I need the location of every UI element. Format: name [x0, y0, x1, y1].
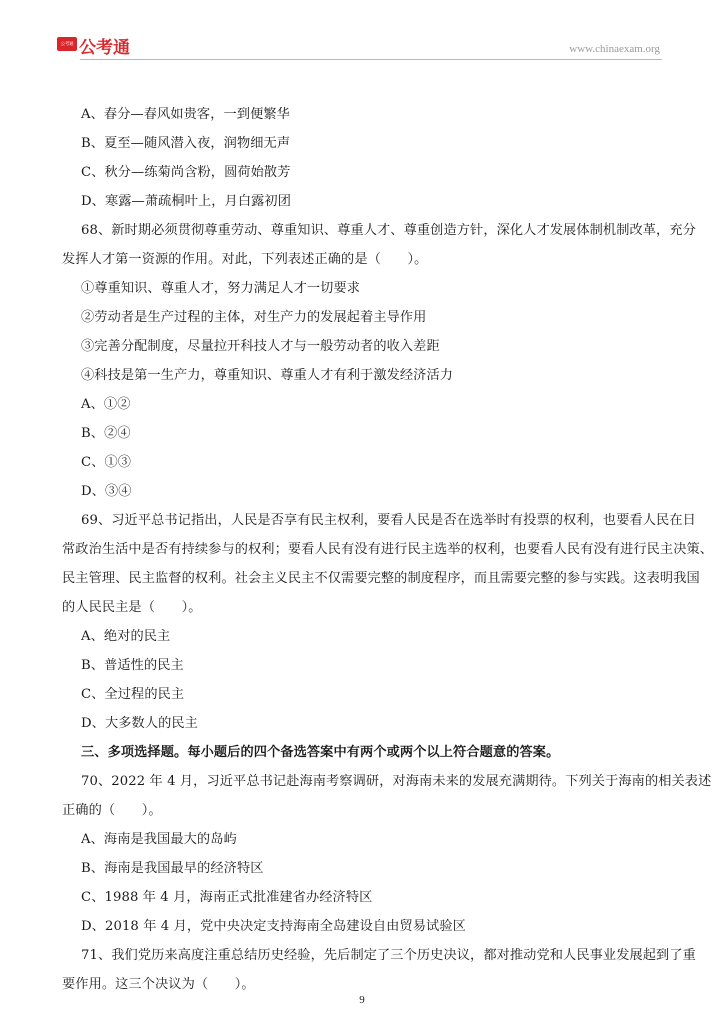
q68-statement-2: ②劳动者是生产过程的主体，对生产力的发展起着主导作用 [81, 310, 427, 325]
q68-option-b: B、②④ [81, 426, 131, 441]
logo-badge: 公考通 [57, 37, 77, 51]
q67-option-d: D、寒露—萧疏桐叶上，月白露初团 [81, 194, 291, 209]
q68-option-d: D、③④ [81, 484, 132, 499]
site-url[interactable]: www.chinaexam.org [569, 43, 660, 55]
q70-stem-line2: 正确的（ ）。 [62, 803, 162, 818]
q67-option-c: C、秋分—练菊尚含粉，圆荷始散芳 [81, 165, 291, 180]
section3-heading [81, 738, 664, 767]
q69-option-b: B、普适性的民主 [81, 658, 184, 673]
q68-statement-4: ④科技是第一生产力，尊重知识、尊重人才有利于激发经济活力 [81, 368, 454, 383]
q70-stem-line1: 70、2022 年 4 月，习近平总书记赴海南考察调研，对海南未来的发展充满期待。下列关于海南的相关表述 [81, 774, 712, 789]
q69-stem-line4: 的人民民主是（ ）。 [62, 600, 202, 615]
page-number: 9 [359, 994, 365, 1006]
logo-text: 公考通 [79, 38, 130, 58]
q68-statement-3: ③完善分配制度，尽量拉开科技人才与一般劳动者的收入差距 [81, 339, 440, 354]
q71-stem-line2: 要作用。这三个决议为（ ）。 [62, 977, 255, 992]
q69-stem-line1: 69、习近平总书记指出，人民是否享有民主权利，要看人民是否在选举时有投票的权利，也要看人民在日 [81, 513, 696, 528]
q69-option-a: A、绝对的民主 [81, 629, 171, 644]
q68-stem-line2: 发挥人才第一资源的作用。对此，下列表述正确的是（ ）。 [62, 252, 428, 267]
section3-description: 每小题后的四个备选答案中有两个或两个以上符合题意的答案。 [187, 745, 560, 760]
q70-option-a: A、海南是我国最大的岛屿 [81, 832, 237, 847]
q70-option-c: C、1988 年 4 月，海南正式批准建省办经济特区 [81, 890, 373, 905]
page-header [0, 0, 724, 60]
q68-option-c: C、①③ [81, 455, 132, 470]
q69-stem-line2: 常政治生活中是否有持续参与的权利；要看人民有没有进行民主选举的权利，也要看人民有没有进行民主决策、 [62, 542, 714, 557]
q70-option-b: B、海南是我国最早的经济特区 [81, 861, 264, 876]
q69-option-c: C、全过程的民主 [81, 687, 185, 702]
header-divider [80, 59, 662, 60]
q68-statement-1: ①尊重知识、尊重人才，努力满足人才一切要求 [81, 281, 361, 296]
q70-option-d: D、2018 年 4 月，党中央决定支持海南全岛建设自由贸易试验区 [81, 919, 466, 934]
document-body [62, 100, 714, 999]
q69-stem-line3: 民主管理、民主监督的权利。社会主义民主不仅需要完整的制度程序，而且需要完整的参与实践。这表明我国 [62, 571, 700, 586]
q68-stem-line1: 68、新时期必须贯彻尊重劳动、尊重知识、尊重人才、尊重创造方针，深化人才发展体制机制改革，充分 [81, 223, 696, 238]
q67-option-b: B、夏至—随风潜入夜，润物细无声 [81, 136, 291, 151]
q69-option-d: D、大多数人的民主 [81, 716, 198, 731]
q67-option-a: A、春分—春风如贵客，一到便繁华 [81, 107, 290, 122]
section3-title: 三、多项选择题。 [81, 745, 188, 760]
q68-option-a: A、①② [81, 397, 131, 412]
q71-stem-line1: 71、我们党历来高度注重总结历史经验，先后制定了三个历史决议，都对推动党和人民事业发展起到了重 [81, 948, 696, 963]
